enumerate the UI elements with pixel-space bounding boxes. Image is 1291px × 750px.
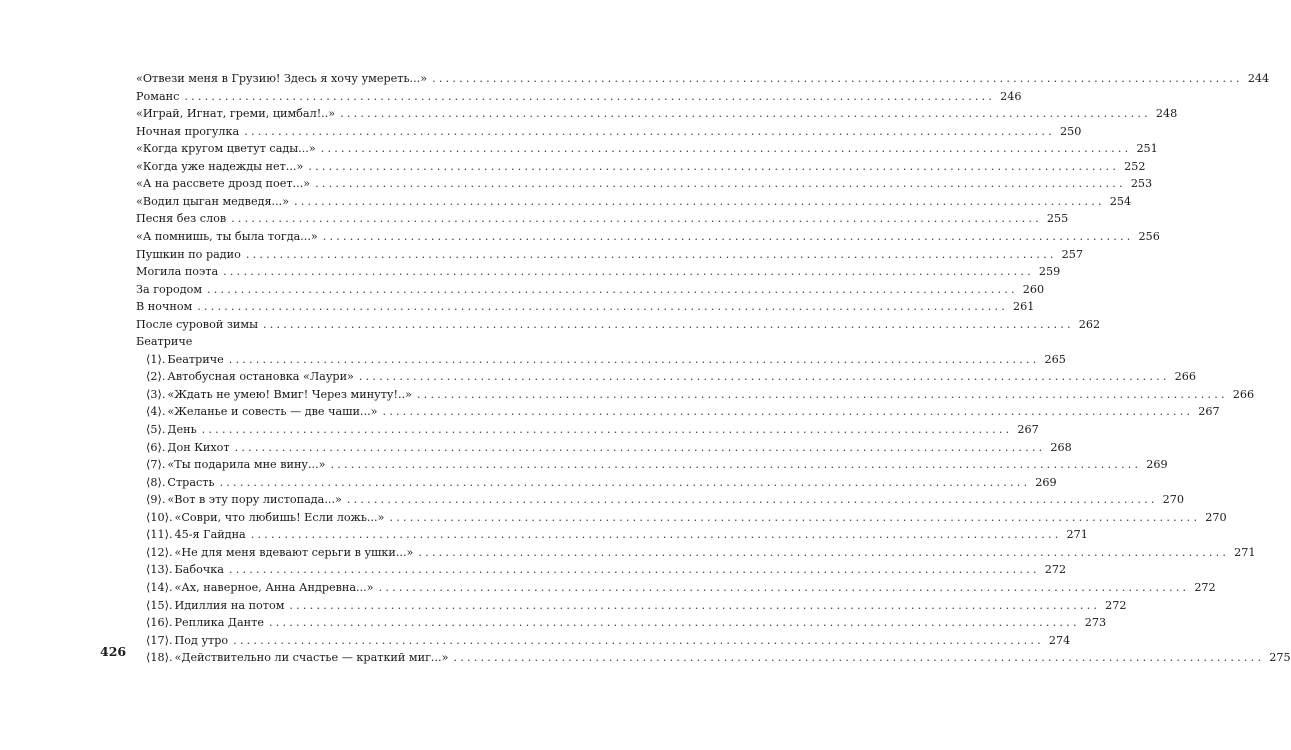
toc-entry-title: «А помнишь, ты была тогда...» <box>136 229 318 243</box>
toc-leader-dots: ........................................................................................................................ <box>378 580 1190 594</box>
toc-leader-dots: ........................................................................................................................ <box>197 300 1009 314</box>
toc-entry <box>136 281 1045 299</box>
toc-entry-page: 262 <box>1078 317 1101 331</box>
toc-subentry <box>146 526 1088 544</box>
toc-entry-number: ⟨14⟩. <box>146 580 173 594</box>
toc-entry-page: 269 <box>1035 475 1057 489</box>
toc-entry-number: ⟨13⟩. <box>146 563 173 577</box>
toc-subentry <box>146 351 1066 369</box>
toc-entry-title: Могила поэта <box>136 265 219 279</box>
toc-entry-page: 272 <box>1105 598 1127 612</box>
toc-subentry <box>146 439 1072 457</box>
toc-entry-title: «А на рассвете дрозд поет...» <box>136 177 311 191</box>
toc-entry-page: 257 <box>1061 247 1083 261</box>
toc-entry-title: «Отвези меня в Грузию! Здесь я хочу умереть...» <box>136 72 428 85</box>
toc-entry-title: «Вот в эту пору листопада...» <box>167 493 342 507</box>
toc-entry <box>136 316 1101 334</box>
toc-entry <box>136 140 1158 158</box>
toc-entry-title: «Не для меня вдевают серьги в ушки...» <box>174 545 414 559</box>
toc-entry-title: Беатриче <box>136 335 193 349</box>
toc-leader-dots: ........................................................................................................................ <box>268 616 1080 630</box>
toc-entry-page: 255 <box>1046 212 1069 226</box>
toc-entry-page: 272 <box>1194 580 1216 594</box>
toc-entry-page: 275 <box>1269 651 1291 665</box>
toc-entry-page: 253 <box>1130 177 1153 191</box>
toc-entry <box>136 298 1035 316</box>
toc-entry-page: 256 <box>1138 229 1160 243</box>
toc-entry-page: 268 <box>1050 440 1072 454</box>
toc-subentry <box>146 403 1220 421</box>
toc-entry-page: 267 <box>1017 423 1039 436</box>
toc-entry-page: 251 <box>1136 142 1158 156</box>
toc-entry-title: Беатриче <box>167 352 224 366</box>
toc-entry-title: День <box>167 423 197 436</box>
toc-entry-page: 252 <box>1124 159 1146 173</box>
toc-entry-number: ⟨15⟩. <box>146 598 173 612</box>
toc-leader-dots: ........................................................................................................................ <box>231 212 1042 226</box>
toc-leader-dots: ........................................................................................................................ <box>207 282 1018 296</box>
toc-entry-number: ⟨3⟩. <box>146 387 166 401</box>
toc-entry-title: «Ты подарила мне вину...» <box>167 458 326 472</box>
toc-entry-page: 265 <box>1044 352 1066 366</box>
toc-subentry <box>146 368 1196 386</box>
toc-entry-title: Автобусная остановка «Лаури» <box>167 370 354 384</box>
toc-entry-title: «Когда кругом цветут сады...» <box>136 142 316 156</box>
toc-entry-page: 266 <box>1232 387 1255 401</box>
toc-leader-dots: ........................................................................................................................ <box>223 265 1034 279</box>
toc-entry-title: «Водил цыган медведя...» <box>136 194 290 208</box>
toc-leader-dots: ........................................................................................................................ <box>322 229 1134 243</box>
toc-subentry <box>146 456 1168 474</box>
toc-subentry <box>146 474 1057 492</box>
toc-subentry <box>146 614 1107 632</box>
toc-entry-page: 270 <box>1205 510 1227 524</box>
toc-entry-title: В ночном <box>136 300 193 314</box>
toc-entry-page: 261 <box>1013 300 1035 314</box>
toc-subentry <box>146 632 1071 650</box>
toc-entry-page: 269 <box>1146 458 1168 472</box>
toc-entry-number: ⟨1⟩. <box>146 352 166 366</box>
toc-entry <box>136 228 1160 246</box>
toc-entry-number: ⟨17⟩. <box>146 633 173 647</box>
toc-subentry <box>146 561 1067 579</box>
toc-leader-dots: ........................................................................................................................ <box>320 142 1132 156</box>
toc-entry <box>136 246 1083 264</box>
toc-entry-title: «Когда уже надежды нет...» <box>136 159 304 173</box>
toc-entry-page: 272 <box>1044 563 1067 577</box>
toc-subentry <box>146 386 1255 404</box>
toc-entry-title: Романс <box>136 89 180 103</box>
toc-entry-title: После суровой зимы <box>136 317 258 331</box>
toc-entry-page: 246 <box>1000 89 1022 103</box>
toc-leader-dots: ........................................................................................................................ <box>382 405 1194 419</box>
toc-entry-title: Страсть <box>167 475 215 489</box>
toc-leader-dots: ........................................................................................................................ <box>389 510 1201 524</box>
toc-leader-dots: ........................................................................................................................ <box>263 317 1074 331</box>
toc-leader-dots: ........................................................................................................................ <box>340 107 1151 121</box>
toc-entry-title: Реплика Данте <box>174 616 264 630</box>
toc-entry-page: 266 <box>1174 370 1196 384</box>
toc-entry-title: «Действительно ли счастье — краткий миг...» <box>174 651 449 665</box>
page-number: 426 <box>100 644 127 659</box>
toc-leader-dots: ........................................................................................................................ <box>432 72 1243 85</box>
toc-leader-dots: ........................................................................................................................ <box>289 598 1101 612</box>
toc-entry-number: ⟨12⟩. <box>146 545 173 559</box>
toc-leader-dots: ........................................................................................................................ <box>250 528 1062 542</box>
toc-entry-page: 267 <box>1198 405 1220 419</box>
toc-entry-page: 270 <box>1162 493 1184 507</box>
toc-leader-dots: ........................................................................................................................ <box>228 352 1040 366</box>
toc-entry-page: 271 <box>1234 545 1256 559</box>
toc-subentry <box>146 649 1291 667</box>
toc-leader-dots: ........................................................................................................................ <box>184 89 996 103</box>
toc-leader-dots: ........................................................................................................................ <box>234 440 1046 454</box>
toc-entry-number: ⟨7⟩. <box>146 458 166 472</box>
toc-subentry <box>146 491 1184 509</box>
toc-leader-dots: ........................................................................................................................ <box>315 177 1126 191</box>
toc-entry-page: 259 <box>1038 265 1061 279</box>
toc-entry-title: Ночная прогулка <box>136 124 240 138</box>
toc-leader-dots: ........................................................................................................................ <box>201 423 1013 436</box>
toc-entry-number: ⟨18⟩. <box>146 651 173 665</box>
toc-entry-title: 45-я Гайдна <box>174 528 246 542</box>
toc-leader-dots: ........................................................................................................................ <box>346 493 1158 507</box>
toc-leader-dots: ........................................................................................................................ <box>330 458 1142 472</box>
toc-entry-title: Бабочка <box>174 563 224 577</box>
toc-entry-page: 248 <box>1155 107 1178 121</box>
toc-leader-dots: ........................................................................................................................ <box>358 370 1170 384</box>
toc-entry <box>136 123 1082 141</box>
toc-subentry <box>146 544 1256 562</box>
toc-entry-title: Песня без слов <box>136 212 227 226</box>
toc-leader-dots: ........................................................................................................................ <box>294 194 1105 208</box>
toc-entry <box>136 263 1061 281</box>
toc-entry-title: «Желанье и совесть — две чаши...» <box>167 405 378 419</box>
toc-subentry <box>146 509 1227 527</box>
toc-leader-dots: ........................................................................................................................ <box>453 651 1265 665</box>
toc-entry-title: «Соври, что любишь! Если ложь...» <box>174 510 385 524</box>
toc-entry-number: ⟨11⟩. <box>146 528 173 542</box>
toc-entry <box>136 158 1146 176</box>
toc-entry-number: ⟨10⟩. <box>146 510 173 524</box>
toc-entry-title: Пушкин по радио <box>136 247 241 261</box>
toc-leader-dots: ........................................................................................................................ <box>219 475 1031 489</box>
toc-leader-dots: ........................................................................................................................ <box>228 563 1040 577</box>
toc-leader-dots: ........................................................................................................................ <box>308 159 1120 173</box>
toc-entry-number: ⟨16⟩. <box>146 616 173 630</box>
toc-entry-page: 271 <box>1066 528 1088 542</box>
toc-entry <box>136 193 1132 211</box>
toc-entry-title: «Ждать не умею! Вмиг! Через минуту!..» <box>167 387 412 401</box>
toc-entry-page: 274 <box>1048 633 1071 647</box>
toc-leader-dots: ........................................................................................................................ <box>416 387 1228 401</box>
toc-entry-title: Идиллия на потом <box>174 598 285 612</box>
toc-entry-title: «Ах, наверное, Анна Андревна...» <box>174 580 374 594</box>
toc-section-heading <box>136 333 485 351</box>
toc-entry-number: ⟨4⟩. <box>146 405 166 419</box>
toc-leader-dots: ........................................................................................................................ <box>244 124 1055 138</box>
toc-entry-page: 260 <box>1022 282 1045 296</box>
toc-leader-dots: ........................................................................................................................ <box>418 545 1230 559</box>
toc-entry-number: ⟨8⟩. <box>146 475 166 489</box>
toc-entry-number: ⟨2⟩. <box>146 370 166 384</box>
toc-entry-number: ⟨6⟩. <box>146 440 166 454</box>
toc-entry <box>136 88 1022 106</box>
toc-entry-number: ⟨9⟩. <box>146 493 166 507</box>
toc-entry-page: 250 <box>1059 124 1082 138</box>
toc-entry <box>136 175 1153 193</box>
toc-entry-page: 244 <box>1247 72 1270 85</box>
toc-entry-page: 254 <box>1109 194 1132 208</box>
toc-subentry <box>146 597 1127 615</box>
toc-entry-title: «Играй, Игнат, греми, цимбал!..» <box>136 107 336 121</box>
toc-entry-number: ⟨5⟩. <box>146 423 166 436</box>
toc-subentry <box>146 579 1216 597</box>
toc-entry <box>136 105 1178 123</box>
toc-leader-dots: ........................................................................................................................ <box>233 633 1044 647</box>
toc-leader-dots: ........................................................................................................................ <box>245 247 1057 261</box>
toc-subentry <box>146 421 1039 439</box>
toc-entry-title: Под утро <box>174 633 229 647</box>
toc-entry <box>136 210 1069 228</box>
toc-entry-title: За городом <box>136 282 203 296</box>
toc-entry-title: Дон Кихот <box>167 440 230 454</box>
toc-entry <box>136 70 1270 88</box>
toc-entry-page: 273 <box>1084 616 1107 630</box>
